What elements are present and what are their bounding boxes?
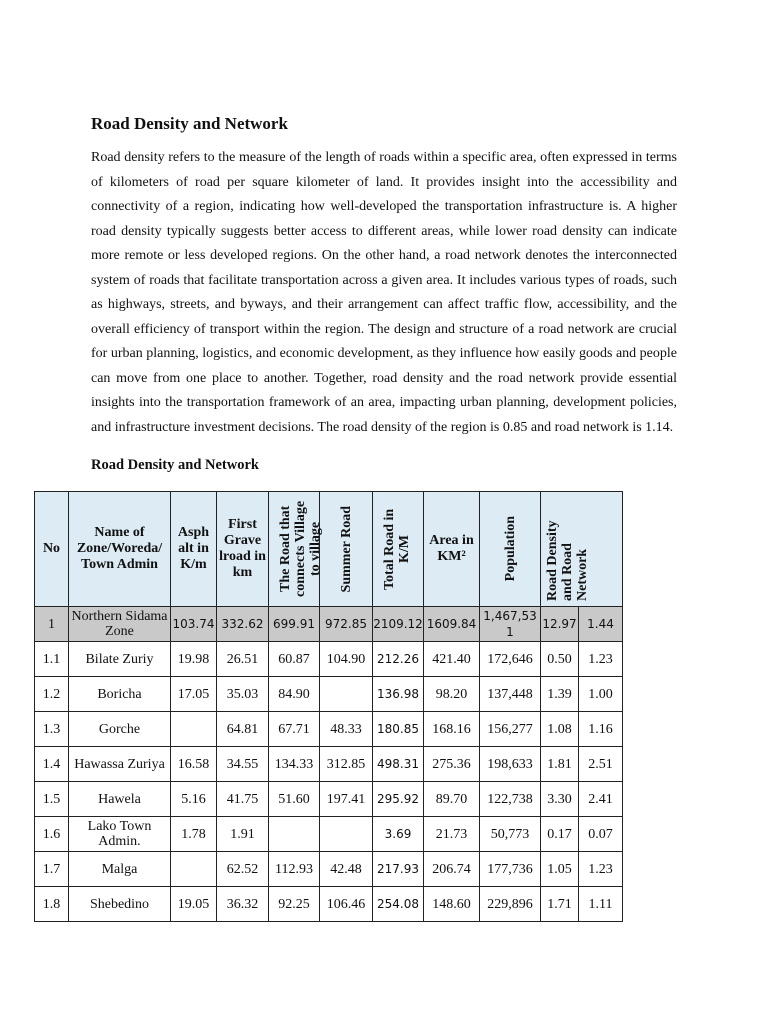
cell-asphalt: 5.16 <box>171 782 217 817</box>
cell-no: 1.3 <box>35 712 69 747</box>
cell-summer: 106.46 <box>320 887 373 922</box>
cell-population: 137,448 <box>480 677 541 712</box>
cell-connects: 134.33 <box>269 747 320 782</box>
cell-area: 89.70 <box>424 782 480 817</box>
cell-gravel: 62.52 <box>217 852 269 887</box>
header-connects: The Road that connects Village to village <box>278 500 323 598</box>
header-gravel: First Grave lroad in km <box>217 492 269 607</box>
table-row <box>35 782 623 817</box>
cell-no: 1.1 <box>35 642 69 677</box>
road-density-table <box>34 491 623 922</box>
header-connects-cell <box>269 492 323 607</box>
header-asphalt: Asph alt in K/m <box>171 492 217 607</box>
cell-population: 198,633 <box>480 747 541 782</box>
table-row <box>35 852 623 887</box>
cell-no: 1.4 <box>35 747 69 782</box>
cell-total: 217.93 <box>373 852 424 887</box>
header-total-cell <box>373 492 424 607</box>
cell-name: Bilate Zuriy <box>69 642 171 677</box>
cell-network: 1.11 <box>579 887 623 922</box>
cell-gravel: 26.51 <box>217 642 269 677</box>
table-row <box>35 747 623 782</box>
table-header-row <box>35 492 623 607</box>
cell-name: Boricha <box>69 677 171 712</box>
cell-asphalt: 19.98 <box>171 642 217 677</box>
cell-summer <box>320 677 373 712</box>
cell-connects: 92.25 <box>269 887 320 922</box>
cell-gravel: 41.75 <box>217 782 269 817</box>
cell-population: 177,736 <box>480 852 541 887</box>
table-body <box>35 607 623 922</box>
cell-summer <box>320 817 373 852</box>
cell-density: 12.97 <box>541 607 579 642</box>
header-name: Name of Zone/Woreda/ Town Admin <box>69 492 171 607</box>
cell-network: 1.44 <box>579 607 623 642</box>
cell-no: 1.2 <box>35 677 69 712</box>
cell-area: 421.40 <box>424 642 480 677</box>
cell-area: 1609.84 <box>424 607 480 642</box>
cell-no: 1.8 <box>35 887 69 922</box>
cell-area: 148.60 <box>424 887 480 922</box>
cell-summer: 104.90 <box>320 642 373 677</box>
cell-population: 50,773 <box>480 817 541 852</box>
cell-network: 0.07 <box>579 817 623 852</box>
cell-connects: 67.71 <box>269 712 320 747</box>
cell-no: 1 <box>35 607 69 642</box>
cell-name: Northern Sidama Zone <box>69 607 171 642</box>
cell-no: 1.6 <box>35 817 69 852</box>
cell-summer: 42.48 <box>320 852 373 887</box>
cell-asphalt <box>171 712 217 747</box>
header-summer: Summer Road <box>338 505 354 593</box>
cell-network: 1.00 <box>579 677 623 712</box>
cell-asphalt: 1.78 <box>171 817 217 852</box>
cell-connects: 60.87 <box>269 642 320 677</box>
table-caption: Road Density and Network <box>91 457 259 473</box>
cell-gravel: 34.55 <box>217 747 269 782</box>
cell-total: 3.69 <box>373 817 424 852</box>
cell-asphalt: 16.58 <box>171 747 217 782</box>
cell-network: 1.16 <box>579 712 623 747</box>
cell-name: Lako Town Admin. <box>69 817 171 852</box>
cell-gravel: 1.91 <box>217 817 269 852</box>
cell-connects: 699.91 <box>269 607 320 642</box>
cell-density: 1.71 <box>541 887 579 922</box>
cell-density: 0.17 <box>541 817 579 852</box>
cell-total: 2109.12 <box>373 607 424 642</box>
cell-density: 1.81 <box>541 747 579 782</box>
cell-asphalt: 19.05 <box>171 887 217 922</box>
cell-connects: 51.60 <box>269 782 320 817</box>
cell-gravel: 64.81 <box>217 712 269 747</box>
header-population-cell <box>480 492 541 607</box>
cell-total: 254.08 <box>373 887 424 922</box>
cell-network: 2.41 <box>579 782 623 817</box>
cell-density: 0.50 <box>541 642 579 677</box>
header-area: Area in KM² <box>424 492 480 607</box>
cell-gravel: 36.32 <box>217 887 269 922</box>
cell-total: 295.92 <box>373 782 424 817</box>
cell-total: 498.31 <box>373 747 424 782</box>
cell-area: 98.20 <box>424 677 480 712</box>
cell-total: 180.85 <box>373 712 424 747</box>
cell-no: 1.7 <box>35 852 69 887</box>
cell-density: 3.30 <box>541 782 579 817</box>
cell-population: 156,277 <box>480 712 541 747</box>
cell-asphalt: 17.05 <box>171 677 217 712</box>
cell-density: 1.05 <box>541 852 579 887</box>
header-total: Total Road in K/M <box>382 508 412 590</box>
cell-asphalt: 103.74 <box>171 607 217 642</box>
table-row <box>35 607 623 642</box>
cell-name: Gorche <box>69 712 171 747</box>
cell-network: 2.51 <box>579 747 623 782</box>
cell-connects <box>269 817 320 852</box>
cell-connects: 112.93 <box>269 852 320 887</box>
cell-total: 136.98 <box>373 677 424 712</box>
cell-summer: 312.85 <box>320 747 373 782</box>
header-summer-cell <box>320 492 373 607</box>
cell-summer: 972.85 <box>320 607 373 642</box>
table-row <box>35 712 623 747</box>
cell-density: 1.39 <box>541 677 579 712</box>
cell-area: 275.36 <box>424 747 480 782</box>
cell-area: 168.16 <box>424 712 480 747</box>
cell-gravel: 35.03 <box>217 677 269 712</box>
cell-area: 21.73 <box>424 817 480 852</box>
cell-network: 1.23 <box>579 642 623 677</box>
table-row <box>35 817 623 852</box>
cell-area: 206.74 <box>424 852 480 887</box>
cell-no: 1.5 <box>35 782 69 817</box>
cell-gravel: 332.62 <box>217 607 269 642</box>
cell-connects: 84.90 <box>269 677 320 712</box>
section-heading: Road Density and Network <box>91 114 288 133</box>
cell-asphalt <box>171 852 217 887</box>
cell-network: 1.23 <box>579 852 623 887</box>
cell-name: Hawela <box>69 782 171 817</box>
cell-population: 122,738 <box>480 782 541 817</box>
cell-total: 212.26 <box>373 642 424 677</box>
cell-density: 1.08 <box>541 712 579 747</box>
cell-population: 1,467,531 <box>480 607 541 642</box>
table-row <box>35 642 623 677</box>
cell-name: Shebedino <box>69 887 171 922</box>
header-density: Road Density and Road Network <box>545 520 590 601</box>
cell-name: Hawassa Zuriya <box>69 747 171 782</box>
cell-population: 172,646 <box>480 642 541 677</box>
cell-summer: 48.33 <box>320 712 373 747</box>
cell-name: Malga <box>69 852 171 887</box>
cell-population: 229,896 <box>480 887 541 922</box>
table-row <box>35 887 623 922</box>
header-population: Population <box>502 516 518 582</box>
body-paragraph: Road density refers to the measure of the length of roads within a specific area, often expressed in terms of kilometers of road per square kilometer of land. It provides insight into the accessibility and connectivity of a region, indicating how well-developed the transportation infrastructure is. A higher road density typically suggests better access to different areas, while lower road density can indicate more remote or less developed regions. On the other hand, a road network denotes the interconnected system of roads that facilitate transportation across a given area. It includes various types of roads, such as highways, streets, and byways, and their arrangement can affect traffic flow, accessibility, and the overall efficiency of transport within the region. The design and structure of a road network are crucial for urban planning, logistics, and economic development, as they influence how easily goods and people can move from one place to another. Together, road density and the road network provide essential insights into the transportation framework of an area, impacting urban planning, development policies, and infrastructure investment decisions. The road density of the region is 0.85 and road network is 1.14. <box>91 150 677 435</box>
cell-summer: 197.41 <box>320 782 373 817</box>
table-row <box>35 677 623 712</box>
header-no: No <box>35 492 69 607</box>
header-density-cell <box>541 492 623 607</box>
